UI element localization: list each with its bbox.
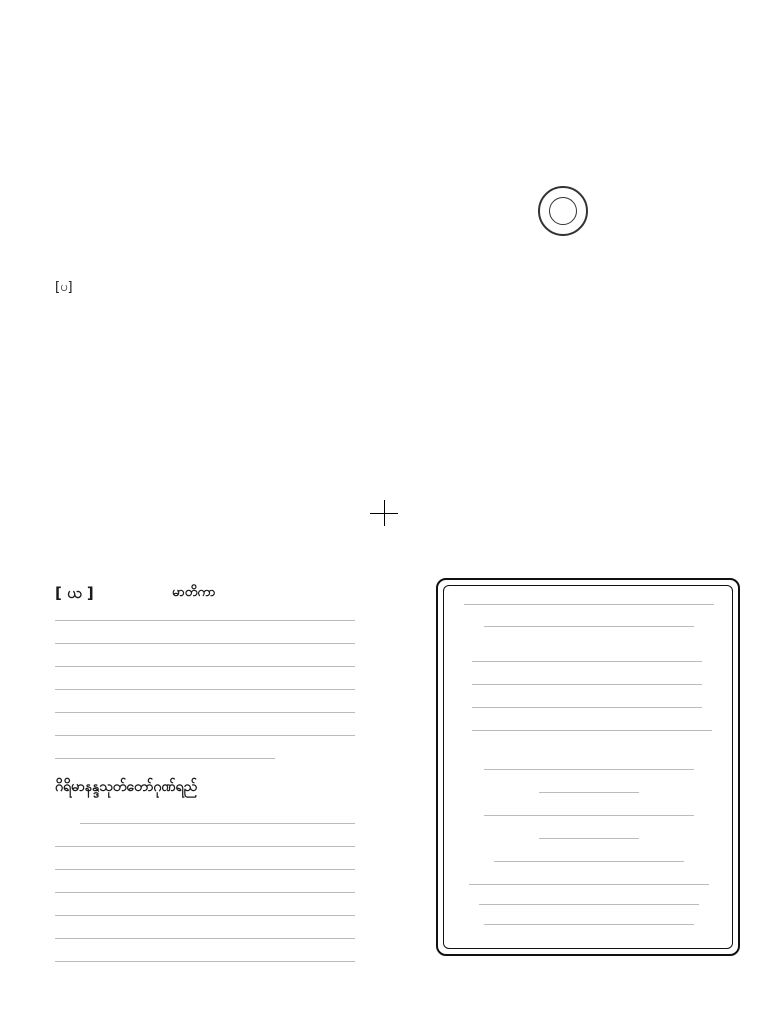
- article-bracket-title: မာတိကာ: [172, 585, 216, 600]
- verse-box: [443, 585, 733, 949]
- toc-row-9-num: [ပ]: [55, 280, 73, 295]
- article-bracket: [ ယ ]: [55, 584, 94, 602]
- publisher-seal-icon: [538, 186, 588, 236]
- crop-mark-vertical: [384, 500, 385, 526]
- section-heading: ဂိရိမာနန္ဒသုတ်တော်ဂုဏ်ရည်: [55, 779, 198, 795]
